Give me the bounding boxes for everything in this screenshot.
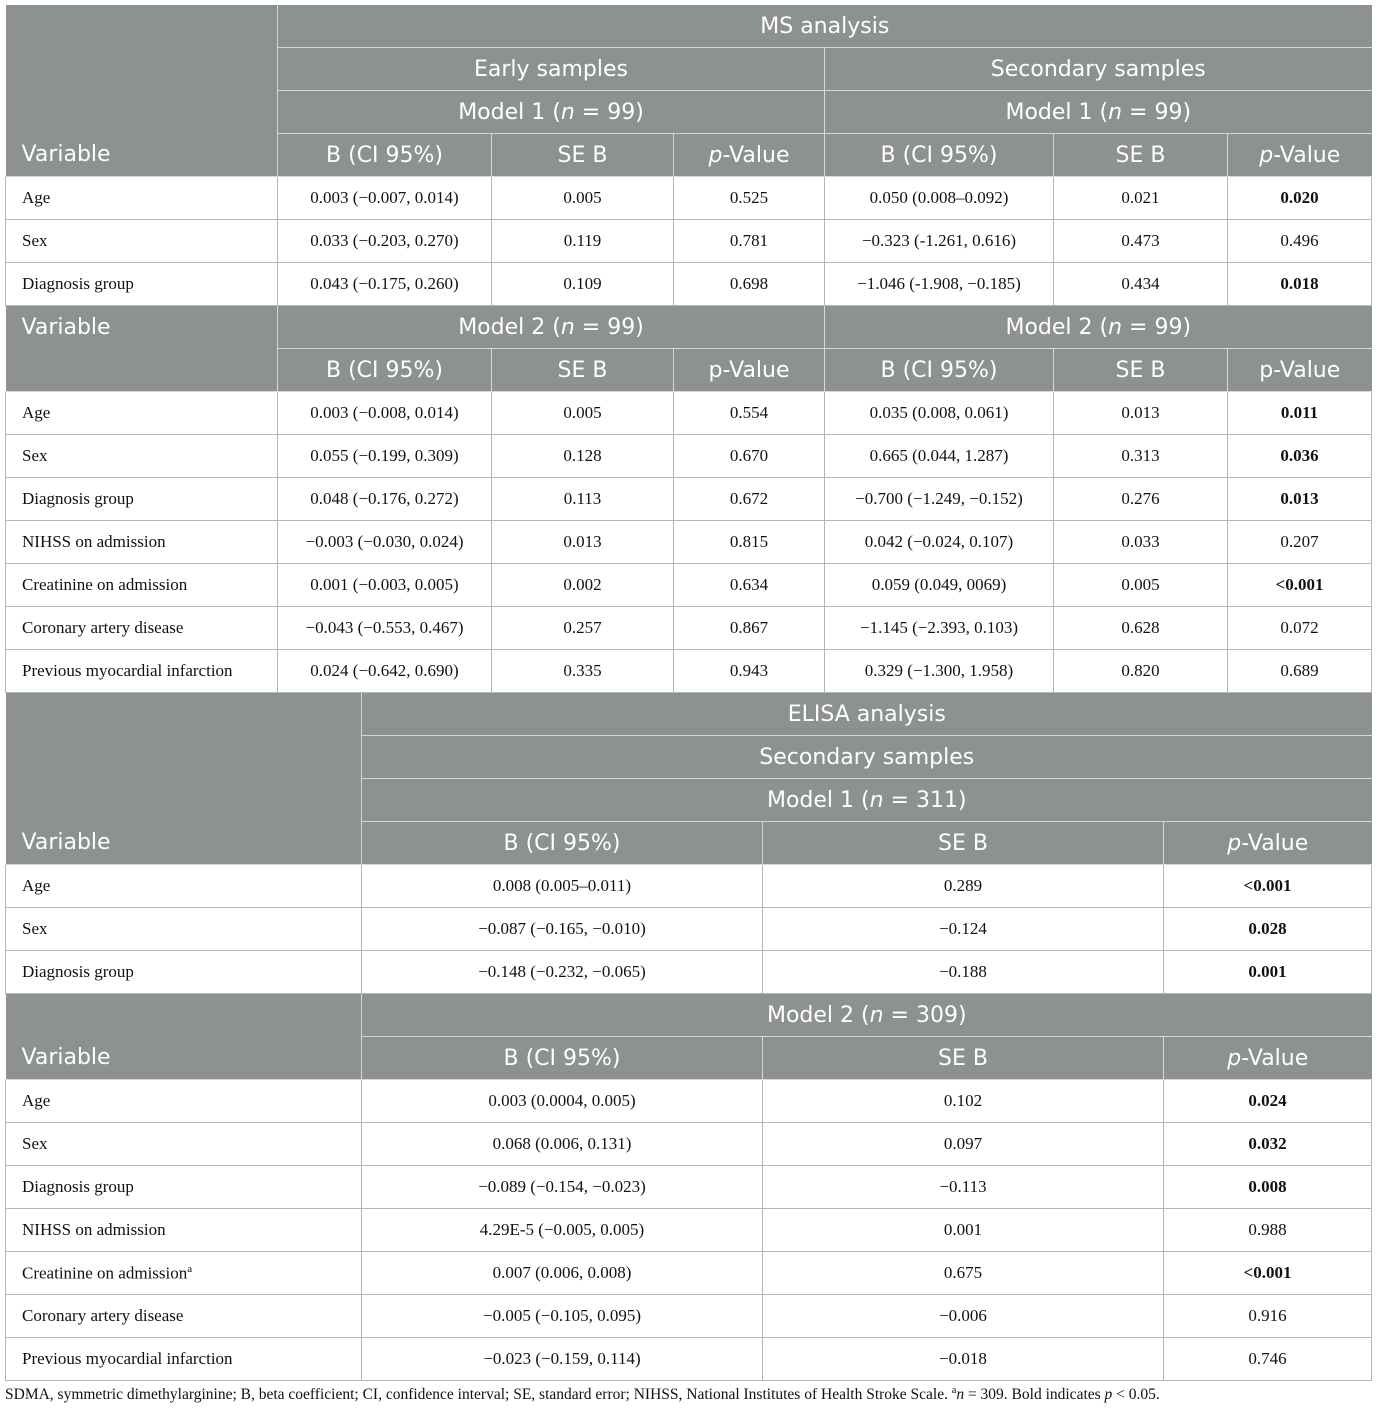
table-row (6, 1209, 1372, 1252)
p-cell: 0.672 (674, 478, 825, 521)
p-value-column-header: p-Value (1164, 822, 1372, 865)
se-cell: 0.102 (763, 1080, 1164, 1123)
se-cell: 0.313 (1054, 435, 1228, 478)
b-cell: 0.043 (−0.175, 0.260) (278, 263, 492, 306)
ms-analysis-title: MS analysis (278, 5, 1372, 48)
b-cell: 0.003 (−0.008, 0.014) (278, 392, 492, 435)
se-column-header: SE B (763, 822, 1164, 865)
variable-cell (6, 1252, 362, 1295)
se-cell: 0.128 (492, 435, 674, 478)
se-cell: 0.257 (492, 607, 674, 650)
se-column-header: SE B (763, 1037, 1164, 1080)
variable-cell: Diagnosis group (6, 263, 278, 306)
table-row (6, 435, 1372, 478)
b-cell: 4.29E-5 (−0.005, 0.005) (362, 1209, 763, 1252)
p-cell: 0.781 (674, 220, 825, 263)
p-cell: 0.867 (674, 607, 825, 650)
se-cell: −0.018 (763, 1338, 1164, 1381)
corner-cell (6, 349, 278, 392)
table-row (6, 177, 1372, 220)
se-cell: 0.820 (1054, 650, 1228, 693)
se-cell: 0.005 (492, 392, 674, 435)
b-cell: 0.008 (0.005–0.011) (362, 865, 763, 908)
p-cell: 0.746 (1164, 1338, 1372, 1381)
footnote-p-text: < 0.05. (1112, 1386, 1160, 1404)
p-value-column-header: p-Value (674, 349, 825, 392)
variable-cell: Age (6, 177, 278, 220)
b-cell: 0.003 (0.0004, 0.005) (362, 1080, 763, 1123)
b-cell: −0.005 (−0.105, 0.095) (362, 1295, 763, 1338)
p-value-column-header: p-Value (1228, 134, 1372, 177)
corner-cell (6, 48, 278, 91)
b-cell: 0.068 (0.006, 0.131) (362, 1123, 763, 1166)
early-model1-header: Model 1 (n = 99) (278, 91, 825, 134)
variable-cell: Age (6, 865, 362, 908)
p-cell-significant: 0.008 (1164, 1166, 1372, 1209)
table-row (6, 1338, 1372, 1381)
se-cell: 0.335 (492, 650, 674, 693)
corner-cell (6, 91, 278, 134)
p-cell: 0.554 (674, 392, 825, 435)
secondary-samples-header: Secondary samples (825, 48, 1372, 91)
b-cell: −1.145 (−2.393, 0.103) (825, 607, 1054, 650)
corner-cell (6, 5, 278, 48)
footnote-n: n (956, 1386, 965, 1404)
se-cell: 0.013 (492, 521, 674, 564)
p-cell-significant: 0.028 (1164, 908, 1372, 951)
p-cell-significant: 0.013 (1228, 478, 1372, 521)
p-cell: 0.207 (1228, 521, 1372, 564)
variable-cell: Coronary artery disease (6, 1295, 362, 1338)
b-cell: −0.148 (−0.232, −0.065) (362, 951, 763, 994)
variable-column-header: Variable (6, 1037, 362, 1080)
b-cell: 0.059 (0.049, 0069) (825, 564, 1054, 607)
b-cell: 0.033 (−0.203, 0.270) (278, 220, 492, 263)
variable-cell: Sex (6, 908, 362, 951)
p-cell: 0.698 (674, 263, 825, 306)
b-column-header: B (CI 95%) (362, 1037, 763, 1080)
se-cell: 0.097 (763, 1123, 1164, 1166)
b-cell: 0.003 (−0.007, 0.014) (278, 177, 492, 220)
table-row (6, 1295, 1372, 1338)
se-cell: 0.473 (1054, 220, 1228, 263)
se-cell: 0.002 (492, 564, 674, 607)
table-footnote (5, 1385, 1371, 1404)
table-row (6, 392, 1372, 435)
variable-cell: Diagnosis group (6, 951, 362, 994)
secondary-model1-header: Model 1 (n = 99) (825, 91, 1372, 134)
variable-cell: Diagnosis group (6, 1166, 362, 1209)
se-cell: 0.289 (763, 865, 1164, 908)
p-cell: 0.670 (674, 435, 825, 478)
variable-column-header: Variable (6, 134, 278, 177)
se-cell: 0.013 (1054, 392, 1228, 435)
p-cell-significant: 0.011 (1228, 392, 1372, 435)
p-cell-significant: 0.024 (1164, 1080, 1372, 1123)
b-cell: −0.087 (−0.165, −0.010) (362, 908, 763, 951)
se-cell: −0.006 (763, 1295, 1164, 1338)
ms-analysis-table (5, 5, 1372, 693)
variable-cell: Coronary artery disease (6, 607, 278, 650)
table-row (6, 263, 1372, 306)
b-cell: 0.001 (−0.003, 0.005) (278, 564, 492, 607)
elisa-analysis-title: ELISA analysis (362, 693, 1372, 736)
b-cell: 0.007 (0.006, 0.008) (362, 1252, 763, 1295)
variable-column-header: Variable (6, 822, 362, 865)
variable-cell: NIHSS on admission (6, 521, 278, 564)
se-cell: 0.434 (1054, 263, 1228, 306)
p-cell: 0.072 (1228, 607, 1372, 650)
table-row (6, 564, 1372, 607)
corner-cell (6, 736, 362, 779)
corner-cell (6, 693, 362, 736)
se-column-header: SE B (492, 349, 674, 392)
p-value-column-header: p-Value (674, 134, 825, 177)
b-cell: −0.700 (−1.249, −0.152) (825, 478, 1054, 521)
se-cell: −0.188 (763, 951, 1164, 994)
variable-cell: Sex (6, 435, 278, 478)
b-column-header: B (CI 95%) (825, 134, 1054, 177)
se-cell: 0.021 (1054, 177, 1228, 220)
p-cell: 0.815 (674, 521, 825, 564)
se-cell: −0.113 (763, 1166, 1164, 1209)
table-row (6, 1080, 1372, 1123)
table-row (6, 865, 1372, 908)
b-cell: −0.089 (−0.154, −0.023) (362, 1166, 763, 1209)
b-cell: −0.323 (-1.261, 0.616) (825, 220, 1054, 263)
b-column-header: B (CI 95%) (362, 822, 763, 865)
se-cell: −0.124 (763, 908, 1164, 951)
table-row (6, 951, 1372, 994)
variable-cell: Age (6, 1080, 362, 1123)
p-cell-significant: 0.001 (1164, 951, 1372, 994)
variable-cell: NIHSS on admission (6, 1209, 362, 1252)
table-row (6, 1123, 1372, 1166)
table-row (6, 478, 1372, 521)
b-column-header: B (CI 95%) (825, 349, 1054, 392)
elisa-analysis-table (5, 693, 1372, 1381)
table-row (6, 521, 1372, 564)
b-cell: 0.024 (−0.642, 0.690) (278, 650, 492, 693)
p-cell-significant: <0.001 (1164, 865, 1372, 908)
p-value-column-header: p-Value (1228, 349, 1372, 392)
p-cell: 0.525 (674, 177, 825, 220)
p-cell-significant: 0.032 (1164, 1123, 1372, 1166)
b-cell: 0.055 (−0.199, 0.309) (278, 435, 492, 478)
footnote-text: SDMA, symmetric dimethylarginine; B, beta coefficient; CI, confidence interval; SE, standard error; NIHSS, National Institutes of Health Stroke Scale. (5, 1386, 952, 1404)
early-model2-header: Model 2 (n = 99) (278, 306, 825, 349)
variable-cell: Diagnosis group (6, 478, 278, 521)
se-cell: 0.628 (1054, 607, 1228, 650)
se-cell: 0.119 (492, 220, 674, 263)
se-cell: 0.005 (492, 177, 674, 220)
p-cell-significant: 0.018 (1228, 263, 1372, 306)
se-cell: 0.276 (1054, 478, 1228, 521)
table-row (6, 220, 1372, 263)
elisa-model1-header: Model 1 (n = 311) (362, 779, 1372, 822)
variable-cell: Sex (6, 220, 278, 263)
p-cell: 0.634 (674, 564, 825, 607)
table-row (6, 1252, 1372, 1295)
b-cell: 0.329 (−1.300, 1.958) (825, 650, 1054, 693)
table-row (6, 1166, 1372, 1209)
footnote-marker: a (951, 1385, 957, 1396)
corner-cell (6, 994, 362, 1037)
b-cell: 0.048 (−0.176, 0.272) (278, 478, 492, 521)
footnote-p: p (1104, 1386, 1113, 1404)
secondary-samples-header: Secondary samples (362, 736, 1372, 779)
p-cell-significant: <0.001 (1164, 1252, 1372, 1295)
b-column-header: B (CI 95%) (278, 349, 492, 392)
se-cell: 0.005 (1054, 564, 1228, 607)
footnote-n-text: = 309. Bold indicates (964, 1386, 1105, 1404)
p-value-column-header: p-Value (1164, 1037, 1372, 1080)
p-cell-significant: 0.020 (1228, 177, 1372, 220)
p-cell-significant: <0.001 (1228, 564, 1372, 607)
variable-cell: Previous myocardial infarction (6, 650, 278, 693)
se-cell: 0.001 (763, 1209, 1164, 1252)
p-cell-significant: 0.036 (1228, 435, 1372, 478)
se-cell: 0.675 (763, 1252, 1164, 1295)
variable-cell: Sex (6, 1123, 362, 1166)
p-cell: 0.988 (1164, 1209, 1372, 1252)
b-column-header: B (CI 95%) (278, 134, 492, 177)
variable-column-header: Variable (6, 306, 278, 349)
b-cell: 0.665 (0.044, 1.287) (825, 435, 1054, 478)
variable-cell: Previous myocardial infarction (6, 1338, 362, 1381)
se-column-header: SE B (1054, 349, 1228, 392)
table-row (6, 908, 1372, 951)
footnote-marker: a (187, 1262, 193, 1275)
p-cell: 0.916 (1164, 1295, 1372, 1338)
b-cell: −1.046 (-1.908, −0.185) (825, 263, 1054, 306)
b-cell: 0.042 (−0.024, 0.107) (825, 521, 1054, 564)
b-cell: −0.003 (−0.030, 0.024) (278, 521, 492, 564)
se-cell: 0.113 (492, 478, 674, 521)
p-cell: 0.689 (1228, 650, 1372, 693)
corner-cell (6, 779, 362, 822)
secondary-model2-header: Model 2 (n = 99) (825, 306, 1372, 349)
se-cell: 0.033 (1054, 521, 1228, 564)
b-cell: −0.023 (−0.159, 0.114) (362, 1338, 763, 1381)
b-cell: 0.050 (0.008–0.092) (825, 177, 1054, 220)
variable-cell: Age (6, 392, 278, 435)
variable-cell: Creatinine on admission (6, 564, 278, 607)
se-cell: 0.109 (492, 263, 674, 306)
b-cell: −0.043 (−0.553, 0.467) (278, 607, 492, 650)
p-cell: 0.943 (674, 650, 825, 693)
b-cell: 0.035 (0.008, 0.061) (825, 392, 1054, 435)
variable-label: Creatinine on admission (22, 1263, 188, 1283)
p-cell: 0.496 (1228, 220, 1372, 263)
table-row (6, 650, 1372, 693)
elisa-model2-header: Model 2 (n = 309) (362, 994, 1372, 1037)
se-column-header: SE B (1054, 134, 1228, 177)
table-row (6, 607, 1372, 650)
early-samples-header: Early samples (278, 48, 825, 91)
se-column-header: SE B (492, 134, 674, 177)
